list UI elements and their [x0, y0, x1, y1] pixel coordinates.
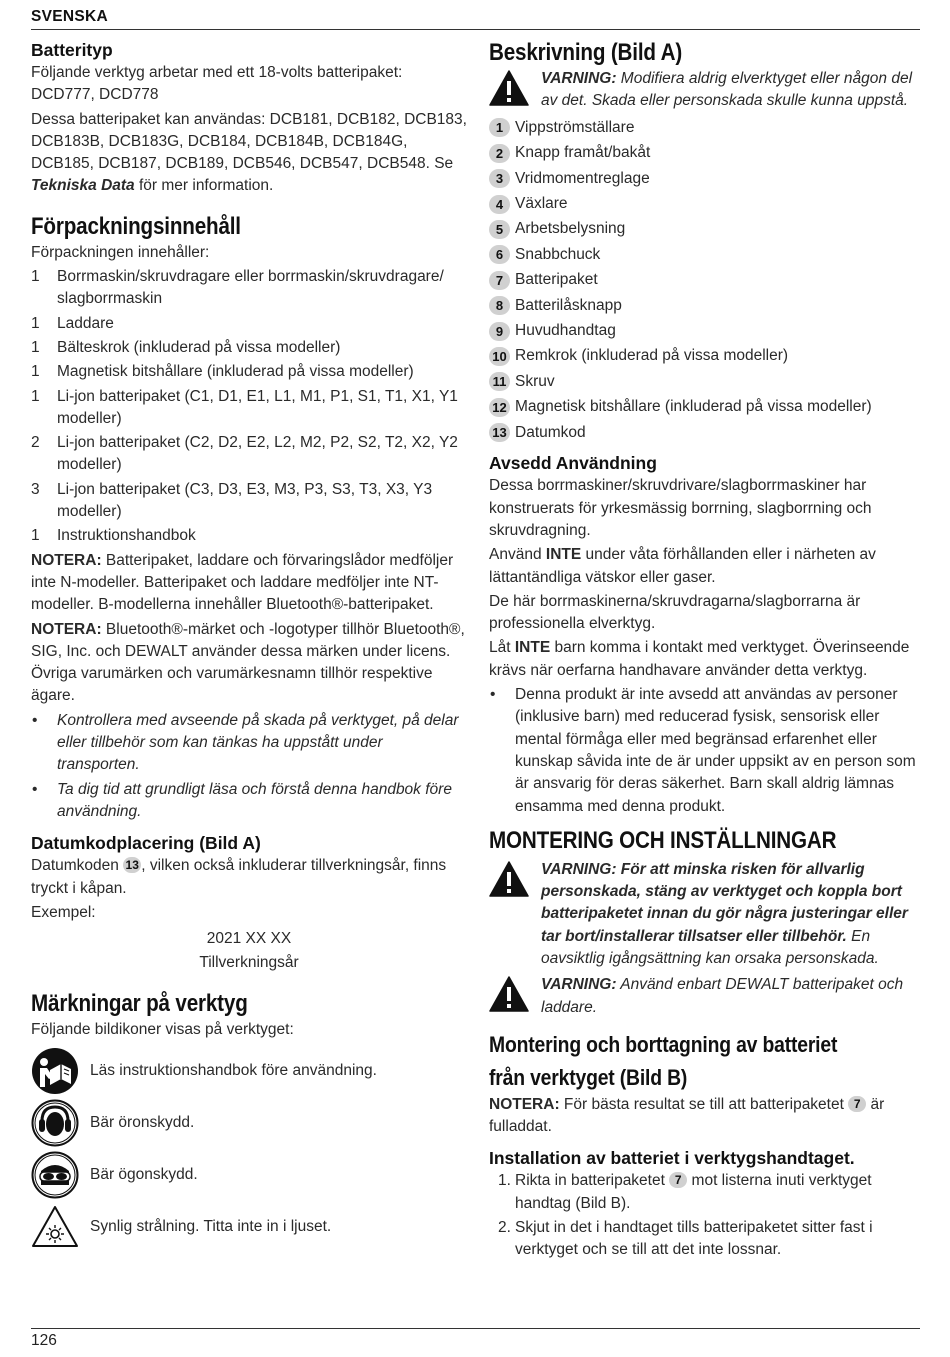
right-column — [489, 38, 921, 1263]
part-number-badge: 11 — [489, 372, 510, 391]
part-label: Vippströmställare — [515, 118, 635, 136]
package-item-qty: 1 — [31, 387, 40, 405]
package-item-qty: 1 — [31, 268, 40, 286]
warning-body: En oavsiktlig igångsättning kan orsaka personskada. — [541, 927, 879, 968]
part-label: Arbetsbelysning — [515, 220, 626, 238]
description-warning — [489, 68, 921, 113]
warning-body: Använd enbart DEWALT batteripaket och laddare. — [541, 976, 904, 1016]
step-text: Skjut in det i handtaget tills batteripaketet sitter fast i verktyget och se till att det inte lossnar. — [515, 1218, 873, 1259]
datecode-p1 — [31, 855, 467, 900]
part-label: Datumkod — [515, 423, 586, 441]
package-item — [31, 361, 467, 383]
warning-icon — [489, 68, 541, 113]
package-bullet — [31, 710, 467, 777]
assembly-warning-1 — [489, 859, 921, 970]
part-item — [489, 293, 921, 318]
warning-text — [541, 974, 921, 1019]
note-post: är fulladdat. — [489, 1095, 885, 1135]
datecode-p1-pre: Datumkoden — [31, 857, 124, 875]
markings-title: Märkningar på verktyg — [31, 989, 248, 1017]
package-list — [31, 266, 467, 548]
package-item-text: Instruktionshandbok — [57, 527, 196, 545]
header-divider — [31, 29, 920, 30]
read-manual-icon — [31, 1047, 79, 1095]
part-number-badge: 10 — [489, 347, 510, 366]
note-text: Bluetooth®-märket och -logotyper tillhör Bluetooth®, SIG, Inc. och DEWALT använder dessa märken under licens. Övriga varumärken och varumärkesnamn tillhör respektive ägare. — [31, 620, 465, 705]
part-label: Batterilåsknapp — [515, 296, 622, 314]
visible-radiation-warning-icon — [31, 1203, 79, 1251]
intended-use-p4 — [489, 637, 921, 682]
part-label: Remkrok (inkluderad på vissa modeller) — [515, 347, 789, 365]
emphasis-inte: INTE — [545, 546, 582, 564]
intended-use-p3: De här borrmaskinerna/skruvdragarna/slagborrarna är professionella elverktyg. — [489, 592, 861, 633]
package-item-text: Magnetisk bitshållare (inkluderad på vissa modeller) — [57, 363, 414, 381]
intended-use-p4-pre: Låt — [489, 639, 515, 657]
ear-protection-icon — [31, 1099, 79, 1147]
part-number-badge: 9 — [489, 322, 510, 341]
part-item — [489, 395, 921, 420]
package-item-text: Li-jon batteripaket (C1, D1, E1, L1, M1, P1, S1, T1, X1, Y1 modeller) — [57, 387, 458, 427]
install-step — [489, 1170, 921, 1215]
intended-use-bullet — [489, 684, 921, 818]
warning-icon — [489, 859, 541, 970]
package-item-text: Li-jon batteripaket (C2, D2, E2, L2, M2, P2, S2, T2, X2, Y2 modeller) — [57, 434, 458, 474]
marking-row — [31, 1149, 467, 1201]
step-pre: Rikta in batteripaketet — [515, 1172, 670, 1190]
assembly-warning-2 — [489, 974, 921, 1019]
bullet-text: Kontrollera med avseende på skada på verktyget, på delar eller tillbehör som kan tänkas ha uppstått under transporten. — [57, 711, 459, 774]
package-note-2 — [31, 619, 467, 708]
part-item — [489, 115, 921, 140]
install-title: Installation av batteriet i verktygshandtaget. — [489, 1148, 855, 1169]
part-item — [489, 420, 921, 445]
package-item-qty: 1 — [31, 527, 40, 545]
markings-list — [31, 1045, 467, 1253]
note-label: NOTERA: — [489, 1095, 560, 1113]
package-item-qty: 1 — [31, 314, 40, 332]
part-number-badge: 5 — [489, 220, 510, 239]
bullet-dot: • — [32, 711, 38, 729]
part-item — [489, 242, 921, 267]
package-intro: Förpackningen innehåller: — [31, 243, 210, 261]
part-label: Växlare — [515, 195, 568, 213]
part-number-badge: 2 — [489, 144, 510, 163]
intended-use-p2-pre: Använd — [489, 546, 546, 564]
header-language: SVENSKA — [31, 8, 109, 25]
package-item — [31, 386, 467, 431]
battery-mount-title-line2: från verktyget (Bild B) — [489, 1064, 688, 1090]
part-number-badge: 1 — [489, 118, 510, 137]
marking-text: Bär ögonskydd. — [90, 1165, 198, 1183]
marking-row — [31, 1097, 467, 1149]
warning-bold: VARNING: För att minska risken för allvarlig personskada, stäng av verktyget och koppla bort batteripaketet innan du gör några justeringar eller tar bort/installerar tillsatser eller tillbehör. — [541, 860, 908, 945]
left-column — [31, 38, 467, 1253]
step-number: 2. — [498, 1218, 511, 1236]
package-title: Förpackningsinnehåll — [31, 212, 241, 240]
package-item — [31, 479, 467, 524]
page-number: 126 — [31, 1332, 57, 1349]
intended-use-p2 — [489, 544, 921, 589]
note-text: Batteripaket, laddare och förvaringslådor medföljer inte N-modeller. Batteripaket och laddare medföljer inte NT-modeller. B-modellerna innehåller Bluetooth®-batteripaket. — [31, 551, 454, 614]
marking-row — [31, 1045, 467, 1097]
package-item-text: Li-jon batteripaket (C3, D3, E3, M3, P3, S3, T3, X3, Y3 modeller) — [57, 480, 433, 521]
footer-divider — [31, 1328, 920, 1329]
package-item-qty: 1 — [31, 338, 40, 356]
ref-badge: 13 — [123, 857, 141, 873]
part-number-badge: 6 — [489, 245, 510, 264]
battery-type-p1: Följande verktyg arbetar med ett 18-volts batteripaket: DCD777, DCD778 — [31, 64, 403, 104]
marking-text: Bär öronskydd. — [90, 1113, 195, 1131]
note-label: NOTERA: — [31, 551, 102, 569]
package-item — [31, 337, 467, 359]
part-number-badge: 12 — [489, 398, 510, 417]
datecode-p1-post: , vilken också inkluderar tillverkningsår, finns tryckt i kåpan. — [31, 857, 447, 897]
ref-badge: 7 — [669, 1172, 687, 1188]
package-item-text: Borrmaskin/skruvdragare eller borrmaskin/skruvdragare/ slagborrmaskin — [57, 268, 444, 308]
step-post: mot listerna inuti verktyget handtag (Bild B). — [515, 1172, 872, 1212]
warning-label: VARNING: — [541, 976, 617, 994]
warning-text — [541, 859, 921, 970]
warning-text — [541, 68, 921, 113]
bullet-text: Denna produkt är inte avsedd att användas av personer (inklusive barn) med reducerad fysisk, sensorisk eller mental förmåga eller med begränsad erfarenhet eller kunskap såvida inte de är under uppsikt av en person som är ansvarig för deras säkerhet. Barn skall aldrig lämnas ensamma med denna produkt. — [515, 686, 916, 815]
markings-intro: Följande bildikoner visas på verktyget: — [31, 1020, 294, 1038]
bullet-dot: • — [32, 780, 38, 798]
part-item — [489, 217, 921, 242]
part-label: Batteripaket — [515, 271, 598, 289]
package-item — [31, 525, 467, 547]
marking-row — [31, 1201, 467, 1253]
package-item-qty: 1 — [31, 363, 40, 381]
part-item — [489, 268, 921, 293]
bullet-text: Ta dig tid att grundligt läsa och förstå denna handbok före användning. — [57, 780, 452, 820]
warning-body: Modifiera aldrig elverktyget eller någon del av det. Skada eller personskada skulle kunna uppstå. — [541, 70, 913, 110]
battery-type-p2 — [31, 109, 467, 198]
part-label: Magnetisk bitshållare (inkluderad på vissa modeller) — [515, 398, 872, 416]
parts-list — [489, 115, 921, 445]
note-pre: För bästa resultat se till att batteripaketet — [559, 1095, 849, 1113]
package-note-1 — [31, 550, 467, 617]
datecode-example-code: 2021 XX XX — [206, 930, 292, 948]
tech-data-ref: Tekniska Data — [31, 177, 135, 195]
install-step — [489, 1217, 921, 1262]
marking-text: Läs instruktionshandbok före användning. — [90, 1061, 377, 1079]
part-number-badge: 3 — [489, 169, 510, 188]
intended-use-p2-post: under våta förhållanden eller i närheten av lättantändliga vätskor eller gaser. — [489, 546, 876, 586]
battery-type-title: Batterityp — [31, 40, 113, 60]
part-number-badge: 8 — [489, 296, 510, 315]
part-label: Skruv — [515, 372, 555, 390]
part-number-badge: 4 — [489, 195, 510, 214]
datecode-example-caption: Tillverkningsår — [199, 954, 299, 972]
part-label: Huvudhandtag — [515, 321, 616, 339]
part-label: Snabbchuck — [515, 245, 601, 263]
step-text — [515, 1170, 921, 1215]
warning-label: VARNING: — [541, 70, 617, 87]
part-item — [489, 166, 921, 191]
intended-use-title: Avsedd Användning — [489, 453, 657, 474]
ref-badge: 7 — [848, 1096, 866, 1112]
part-item — [489, 369, 921, 394]
package-item — [31, 266, 467, 311]
emphasis-inte: INTE — [514, 639, 551, 657]
assembly-title: MONTERING OCH INSTÄLLNINGAR — [489, 826, 837, 854]
datecode-title: Datumkodplacering (Bild A) — [31, 833, 261, 854]
part-item — [489, 191, 921, 216]
step-number: 1. — [498, 1172, 511, 1190]
package-item — [31, 432, 467, 477]
description-title: Beskrivning (Bild A) — [489, 39, 683, 66]
datecode-example-label: Exempel: — [31, 903, 96, 921]
package-item — [31, 313, 467, 335]
battery-mount-note — [489, 1094, 921, 1139]
package-item-text: Bälteskrok (inkluderad på vissa modeller) — [57, 338, 341, 356]
package-item-qty: 2 — [31, 434, 40, 452]
warning-icon — [489, 974, 541, 1019]
package-item-text: Laddare — [57, 314, 114, 332]
part-label: Knapp framåt/bakåt — [515, 144, 651, 162]
part-item — [489, 141, 921, 166]
part-number-badge: 7 — [489, 271, 510, 290]
intended-use-p4-post: barn komma i kontakt med verktyget. Överinseende krävs när oerfarna handhavare använder detta verktyg. — [489, 639, 910, 679]
intended-use-p1: Dessa borrmaskiner/skruvdrivare/slagborrmaskiner har konstruerats för yrkesmässig borrning, slagborrning och skruvdragning. — [489, 477, 872, 539]
part-label: Vridmomentreglage — [515, 169, 650, 187]
package-bullet — [31, 779, 467, 824]
marking-text: Synlig strålning. Titta inte in i ljuset. — [90, 1217, 332, 1235]
part-item — [489, 318, 921, 343]
note-label: NOTERA: — [31, 620, 102, 638]
battery-type-p2-post: för mer information. — [134, 177, 274, 195]
package-item-qty: 3 — [31, 480, 40, 498]
battery-mount-title-line1: Montering och borttagning av batteriet — [489, 1031, 838, 1057]
eye-protection-icon — [31, 1151, 79, 1199]
part-item — [489, 344, 921, 369]
battery-type-p2-pre: Dessa batteripaket kan användas: DCB181, DCB182, DCB183, DCB183B, DCB183G, DCB184, DCB184B, DCB184G, DCB185, DCB187, DCB189, DCB546, DCB547, DCB548. Se — [31, 110, 467, 173]
bullet-dot: • — [490, 686, 496, 704]
part-number-badge: 13 — [489, 423, 510, 442]
